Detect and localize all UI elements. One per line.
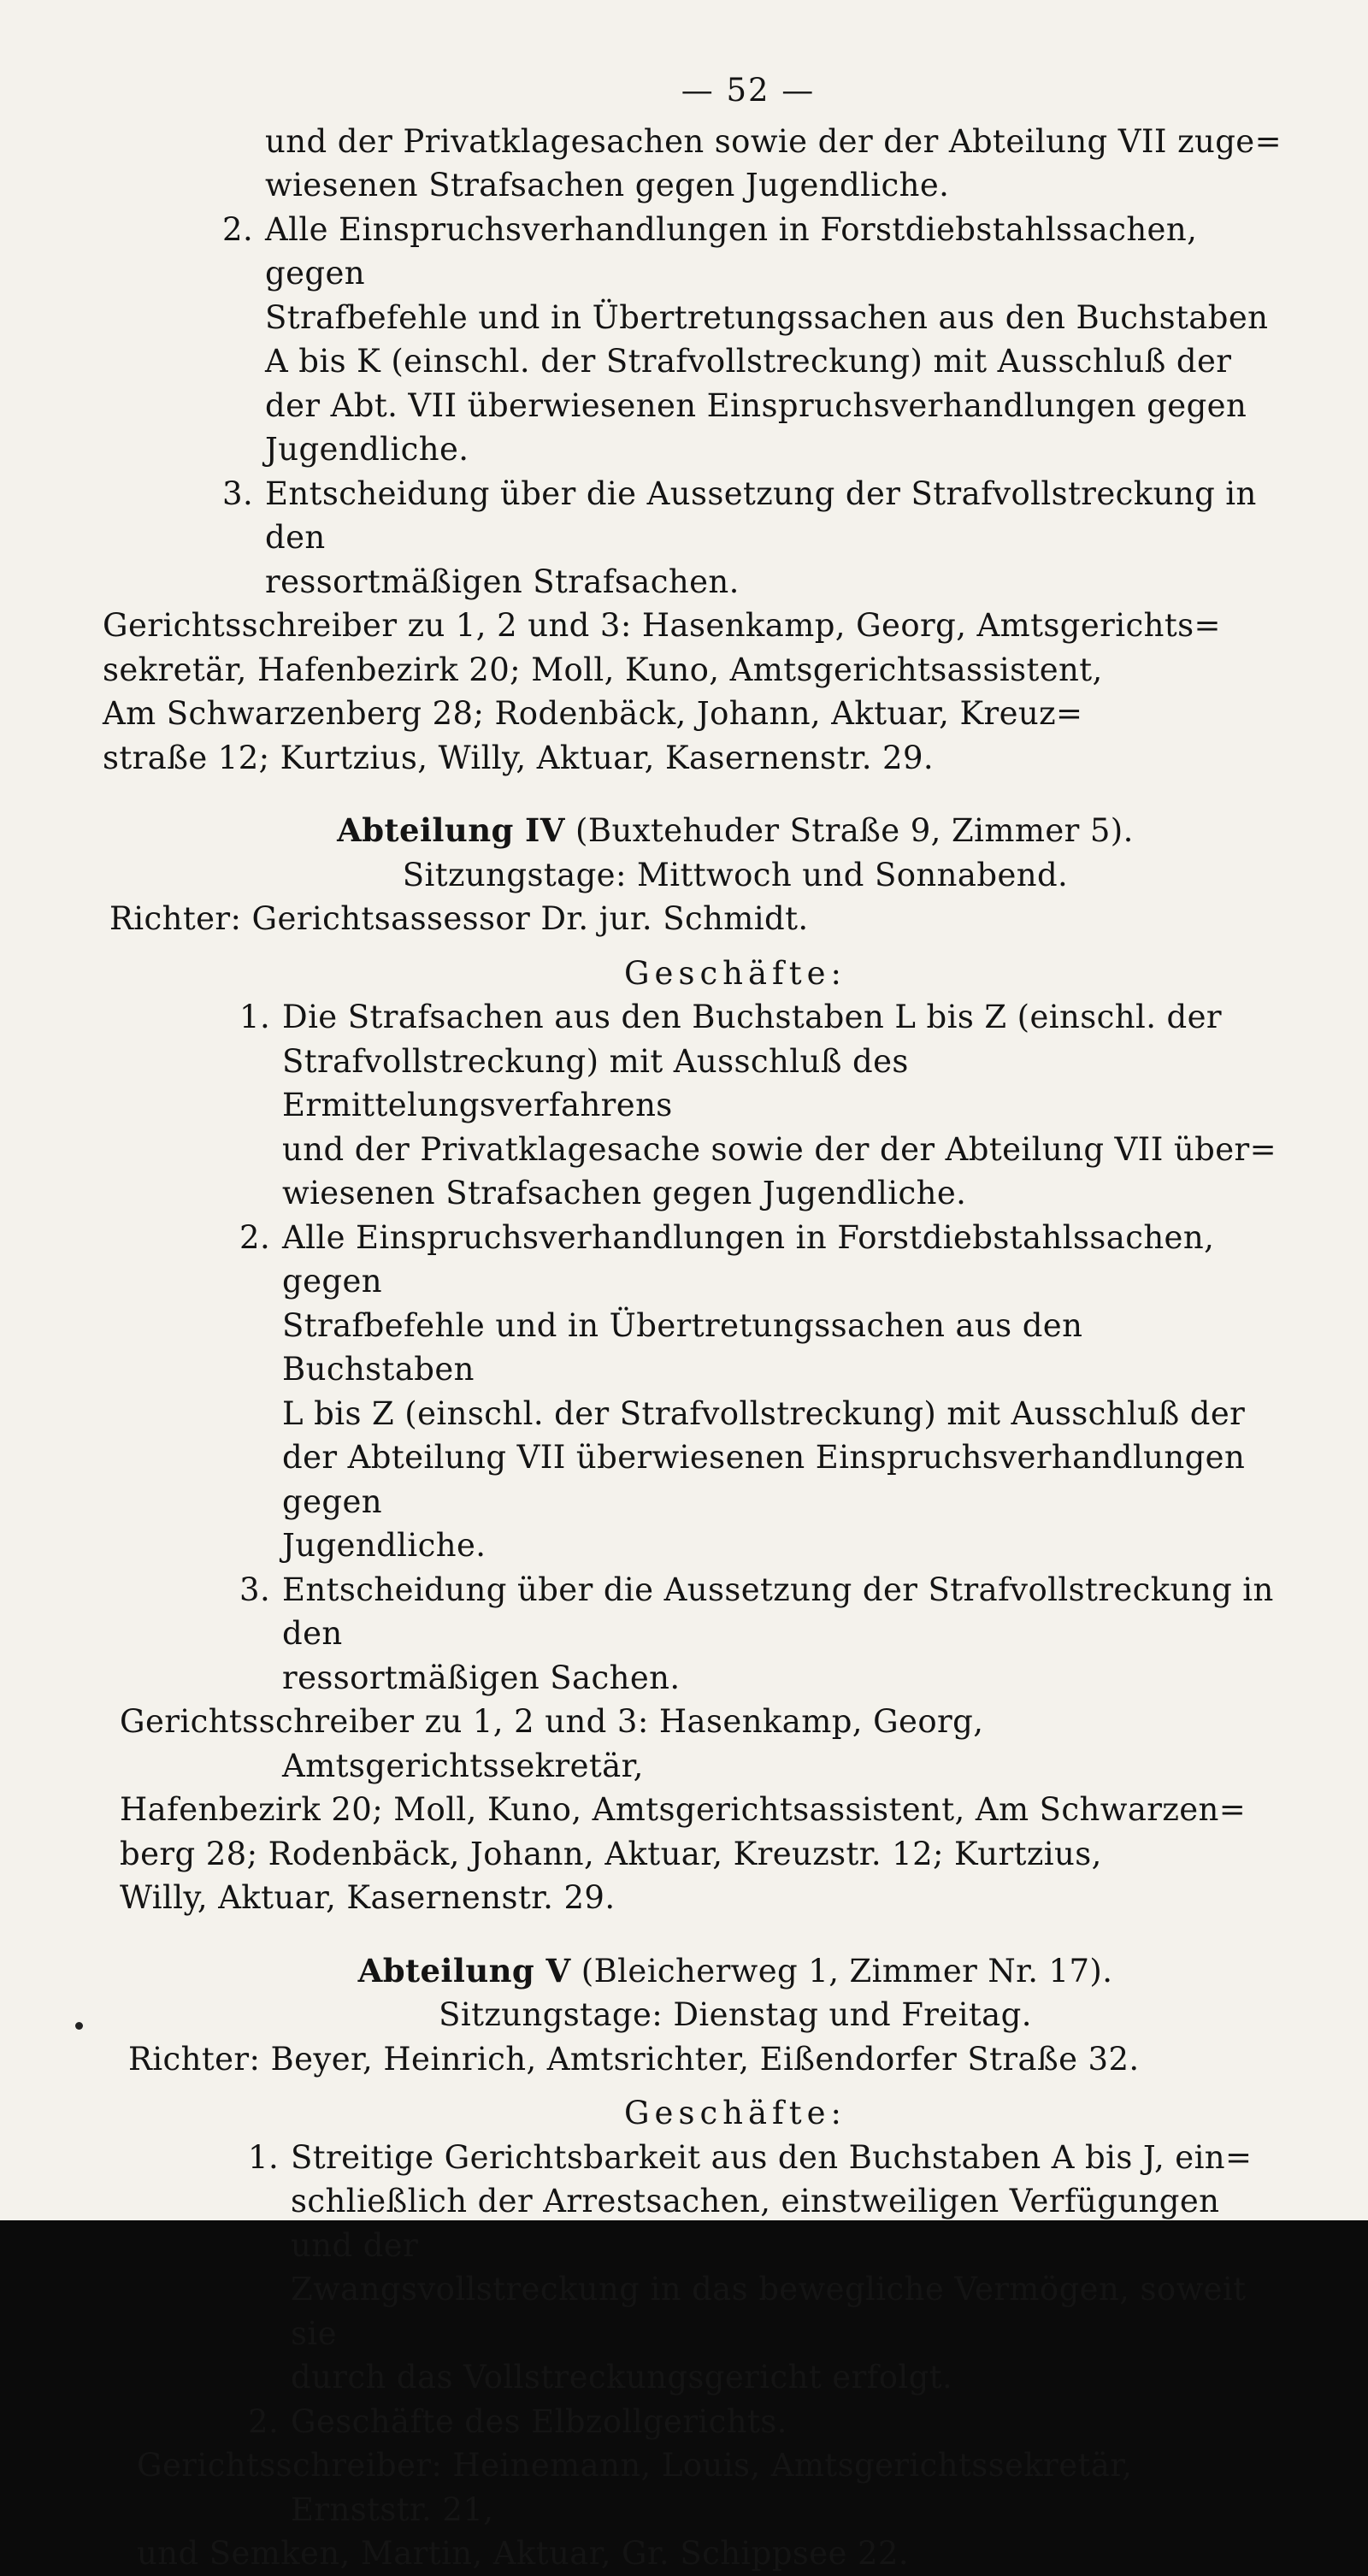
continuation-line: wiesenen Strafsachen gegen Jugendliche. (265, 167, 950, 203)
item-line: Geschäfte des Elbzollgerichts. (291, 2402, 787, 2440)
page-text (103, 68, 1282, 2576)
item-number: 2. (239, 1218, 271, 1256)
list-item (103, 1568, 1282, 1701)
item-line: Strafbefehle und in Übertretungssachen aus den Buchstaben (265, 298, 1269, 336)
item-number: 3. (239, 1571, 271, 1608)
clerk-line: und Semken, Martin, Aktuar, Gr. Schippsee 22. (137, 2535, 910, 2572)
sitting-days: Sitzungstage: Dienstag und Freitag. (439, 1996, 1032, 2033)
item-number: 1. (239, 999, 271, 1035)
list-item (103, 472, 1282, 604)
heading-rest: (Bleicherweg 1, Zimmer Nr. 17). (570, 1952, 1113, 1989)
business-heading: Geschäfte: (624, 2095, 846, 2131)
judge-label: Richter: (109, 900, 242, 937)
item-number: 2. (222, 210, 254, 248)
heading-bold: Abteilung V (357, 1951, 571, 1989)
section-heading-abt4 (103, 809, 1282, 853)
clerk-line: straße 12; Kurtzius, Willy, Aktuar, Kasernenstr. 29. (103, 739, 935, 776)
business-heading: Geschäfte: (624, 954, 846, 992)
item-line: ressortmäßigen Sachen. (282, 1659, 681, 1696)
item-line: Alle Einspruchsverhandlungen in Forstdiebstahlssachen, gegen (265, 210, 1198, 292)
continuation-line: und der Privatklagesachen sowie der der Abteilung VII zuge= (265, 122, 1282, 160)
clerk-line: Am Schwarzenberg 28; Rodenbäck, Johann, Aktuar, Kreuz= (103, 695, 1083, 732)
item-line: und der Privatklagesache sowie der der Abteilung VII über= (282, 1130, 1277, 1168)
clerk-line: berg 28; Rodenbäck, Johann, Aktuar, Kreuzstr. 12; Kurtzius, (120, 1835, 1102, 1872)
section-heading-abt5 (103, 1949, 1282, 1994)
clerk-line: Gerichtsschreiber zu 1, 2 und 3: Hasenkamp, Georg, Amtsgerichtssekretär, (120, 1703, 984, 1784)
list-item (103, 1216, 1282, 1568)
clerk-line: Gerichtsschreiber: Heinemann, Louis, Amtsgerichtssekretär, Ernststr. 21, (137, 2447, 1133, 2528)
item-line: Strafbefehle und in Übertretungssachen aus den Buchstaben (282, 1306, 1083, 1388)
list-item (103, 995, 1282, 1216)
item-line: ressortmäßigen Strafsachen. (265, 563, 740, 600)
item-line: Die Strafsachen aus den Buchstaben L bis Z (einschl. der (282, 999, 1222, 1035)
judge-line (103, 2037, 1282, 2082)
item-line: der Abteilung VII überwiesenen Einspruchsverhandlungen gegen (282, 1439, 1246, 1520)
judge-label: Richter: (128, 2040, 261, 2078)
list-item (103, 208, 1282, 472)
judge-text: Beyer, Heinrich, Amtsrichter, Eißendorfer Straße 32. (260, 2040, 1140, 2078)
item-line: Alle Einspruchsverhandlungen in Forstdiebstahlssachen, gegen (282, 1218, 1215, 1300)
clerk-line: sekretär, Hafenbezirk 20; Moll, Kuno, Amtsgerichtsassistent, (103, 651, 1103, 688)
page-number: — 52 — (681, 72, 816, 109)
item-line: Strafvollstreckung) mit Ausschluß des Ermittelungsverfahrens (282, 1042, 909, 1123)
item-line: A bis K (einschl. der Strafvollstreckung) mit Ausschluß der (265, 343, 1232, 380)
item-line: Jugendliche. (265, 431, 469, 468)
item-line: Zwangsvollstreckung in das bewegliche Vermögen, soweit sie (291, 2271, 1247, 2352)
judge-text: Gerichtsassessor Dr. jur. Schmidt. (241, 900, 809, 937)
sitting-days: Sitzungstage: Mittwoch und Sonnabend. (402, 856, 1069, 893)
clerk-paragraph (103, 604, 1282, 780)
print-speck-mark (75, 2022, 83, 2030)
item-number: 3. (222, 475, 254, 512)
item-line: Entscheidung über die Aussetzung der Strafvollstreckung in den (265, 475, 1257, 556)
clerk-paragraph (103, 1700, 1282, 1920)
item-line: Entscheidung über die Aussetzung der Strafvollstreckung in den (282, 1571, 1274, 1652)
item-line: der Abt. VII überwiesenen Einspruchsverhandlungen gegen (265, 386, 1247, 424)
judge-line (103, 897, 1282, 941)
clerk-line: Hafenbezirk 20; Moll, Kuno, Amtsgerichtsassistent, Am Schwarzen= (120, 1791, 1247, 1828)
clerk-line: Gerichtsschreiber zu 1, 2 und 3: Hasenkamp, Georg, Amtsgerichts= (103, 607, 1221, 644)
list-item (103, 2400, 1282, 2444)
item-line: schließlich der Arrestsachen, einstweiligen Verfügungen und der (291, 2183, 1220, 2264)
clerk-paragraph (103, 2443, 1282, 2576)
clerk-line: Willy, Aktuar, Kasernenstr. 29. (120, 1879, 616, 1916)
item-line: Streitige Gerichtsbarkeit aus den Buchstaben A bis J, ein= (291, 2138, 1253, 2176)
item-line: durch das Vollstreckungsgericht erfolgt. (291, 2359, 953, 2396)
list-item (103, 2136, 1282, 2400)
item-number: 2. (248, 2402, 280, 2440)
item-line: L bis Z (einschl. der Strafvollstreckung) mit Ausschluß der (282, 1394, 1246, 1432)
heading-bold: Abteilung IV (337, 811, 565, 849)
item-line: Jugendliche. (282, 1527, 486, 1564)
item-number: 1. (248, 2138, 280, 2176)
heading-rest: (Buxtehuder Straße 9, Zimmer 5). (564, 812, 1134, 849)
item-line: wiesenen Strafsachen gegen Jugendliche. (282, 1175, 967, 1211)
